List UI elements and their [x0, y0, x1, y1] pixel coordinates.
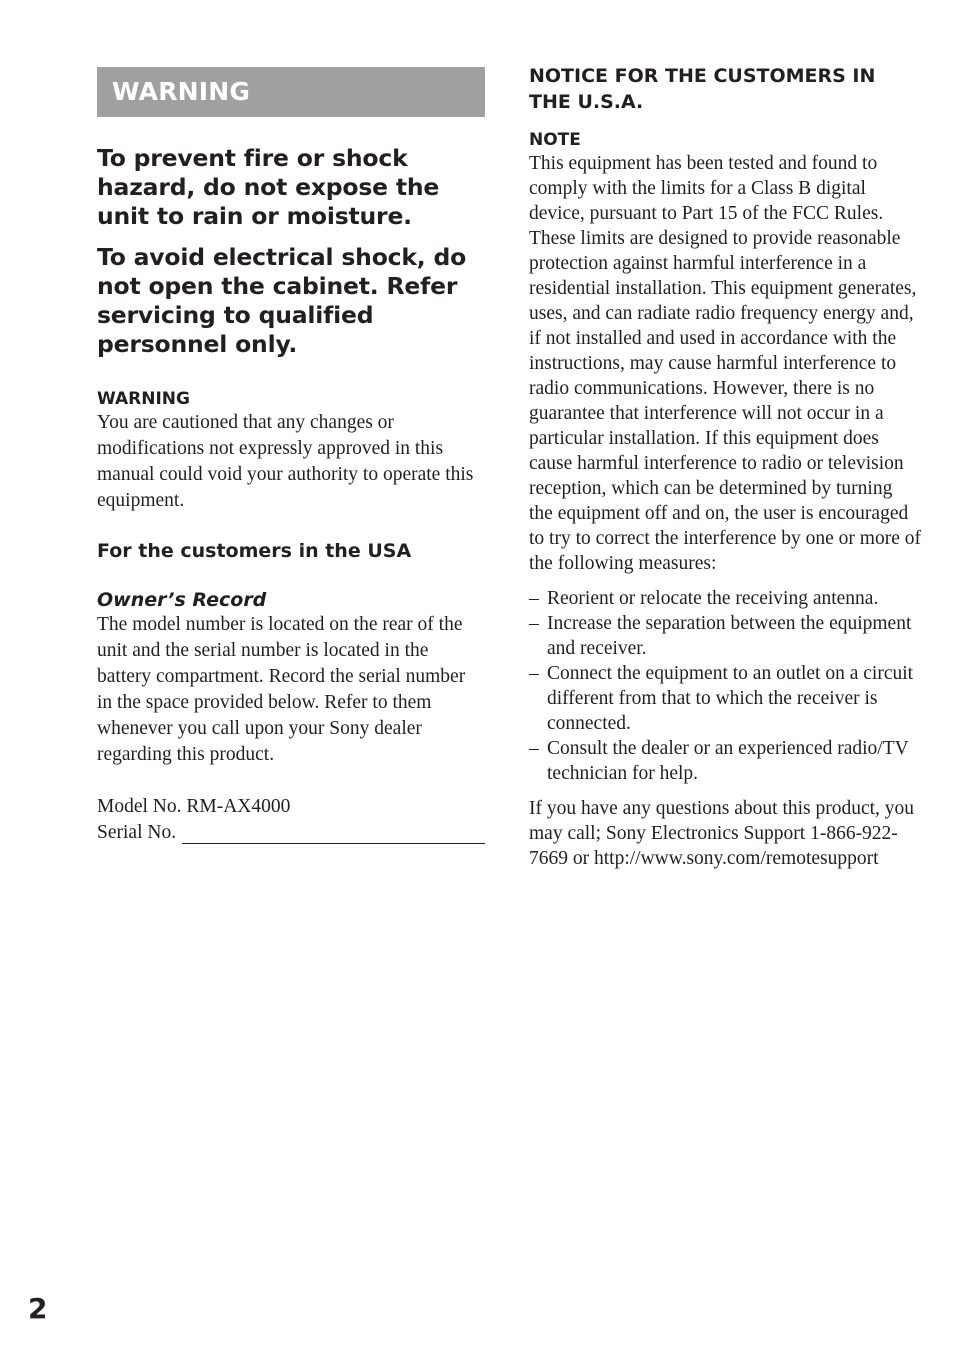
- usa-customers-heading: For the customers in the USA: [97, 540, 412, 562]
- fire-shock-warning: To prevent fire or shock hazard, do not expose the unit to rain or moisture.: [97, 144, 440, 230]
- serial-number-row: [97, 820, 485, 846]
- note-heading: NOTE: [529, 130, 581, 150]
- fcc-note-text: This equipment has been tested and found to comply with the limits for a Class B digital device, pursuant to Part 15 of the FCC Rules. These limits are designed to provide reasonable protection against harmful interference in a residential installation. This equipment generates, uses, and can radiate radio frequency energy and, if not installed and used in accordance with the instructions, may cause harmful interference to radio communications. However, there is no guarantee that interference will not occur in a particular installation. If this equipment does cause harmful interference to radio or television reception, which can be determined by turning the equipment off and on, the user is encouraged to try to correct the interference by one or more of the following measures:: [529, 153, 921, 574]
- list-item: – Reorient or relocate the receiving antenna.: [529, 586, 921, 611]
- page-number: 2: [28, 1292, 48, 1325]
- right-column: [529, 63, 921, 871]
- list-item: – Increase the separation between the equipment and receiver.: [529, 611, 921, 661]
- left-column: [97, 67, 485, 846]
- record-fields: [97, 794, 485, 846]
- support-contact-text: If you have any questions about this product, you may call; Sony Electronics Support 1-866-922-7669 or http://www.sony.com/remotesupport: [529, 798, 915, 869]
- model-number-label: Model No. RM-AX4000: [97, 796, 291, 817]
- warning-text: You are cautioned that any changes or modifications not expressly approved in this manual could void your authority to operate this equipment.: [97, 412, 474, 511]
- list-item: – Consult the dealer or an experienced radio/TV technician for help.: [529, 736, 921, 786]
- notice-heading: NOTICE FOR THE CUSTOMERS IN THE U.S.A.: [529, 65, 876, 113]
- owners-record-text: The model number is located on the rear of the unit and the serial number is located in the battery compartment. Record the serial number in the space provided below. Refer to them whenever you call upon your Sony dealer regarding this product.: [97, 614, 466, 765]
- warning-heading: WARNING: [97, 389, 190, 409]
- serial-number-blank-line: [182, 825, 485, 844]
- serial-number-label: Serial No.: [97, 822, 177, 843]
- warning-banner: WARNING: [97, 67, 485, 117]
- measures-list: [529, 586, 921, 786]
- electrical-shock-warning: To avoid electrical shock, do not open the cabinet. Refer servicing to qualified personnel only.: [97, 243, 467, 358]
- owners-record-heading: Owner’s Record: [97, 589, 267, 611]
- list-item: – Connect the equipment to an outlet on a circuit different from that to which the receiver is connected.: [529, 661, 921, 736]
